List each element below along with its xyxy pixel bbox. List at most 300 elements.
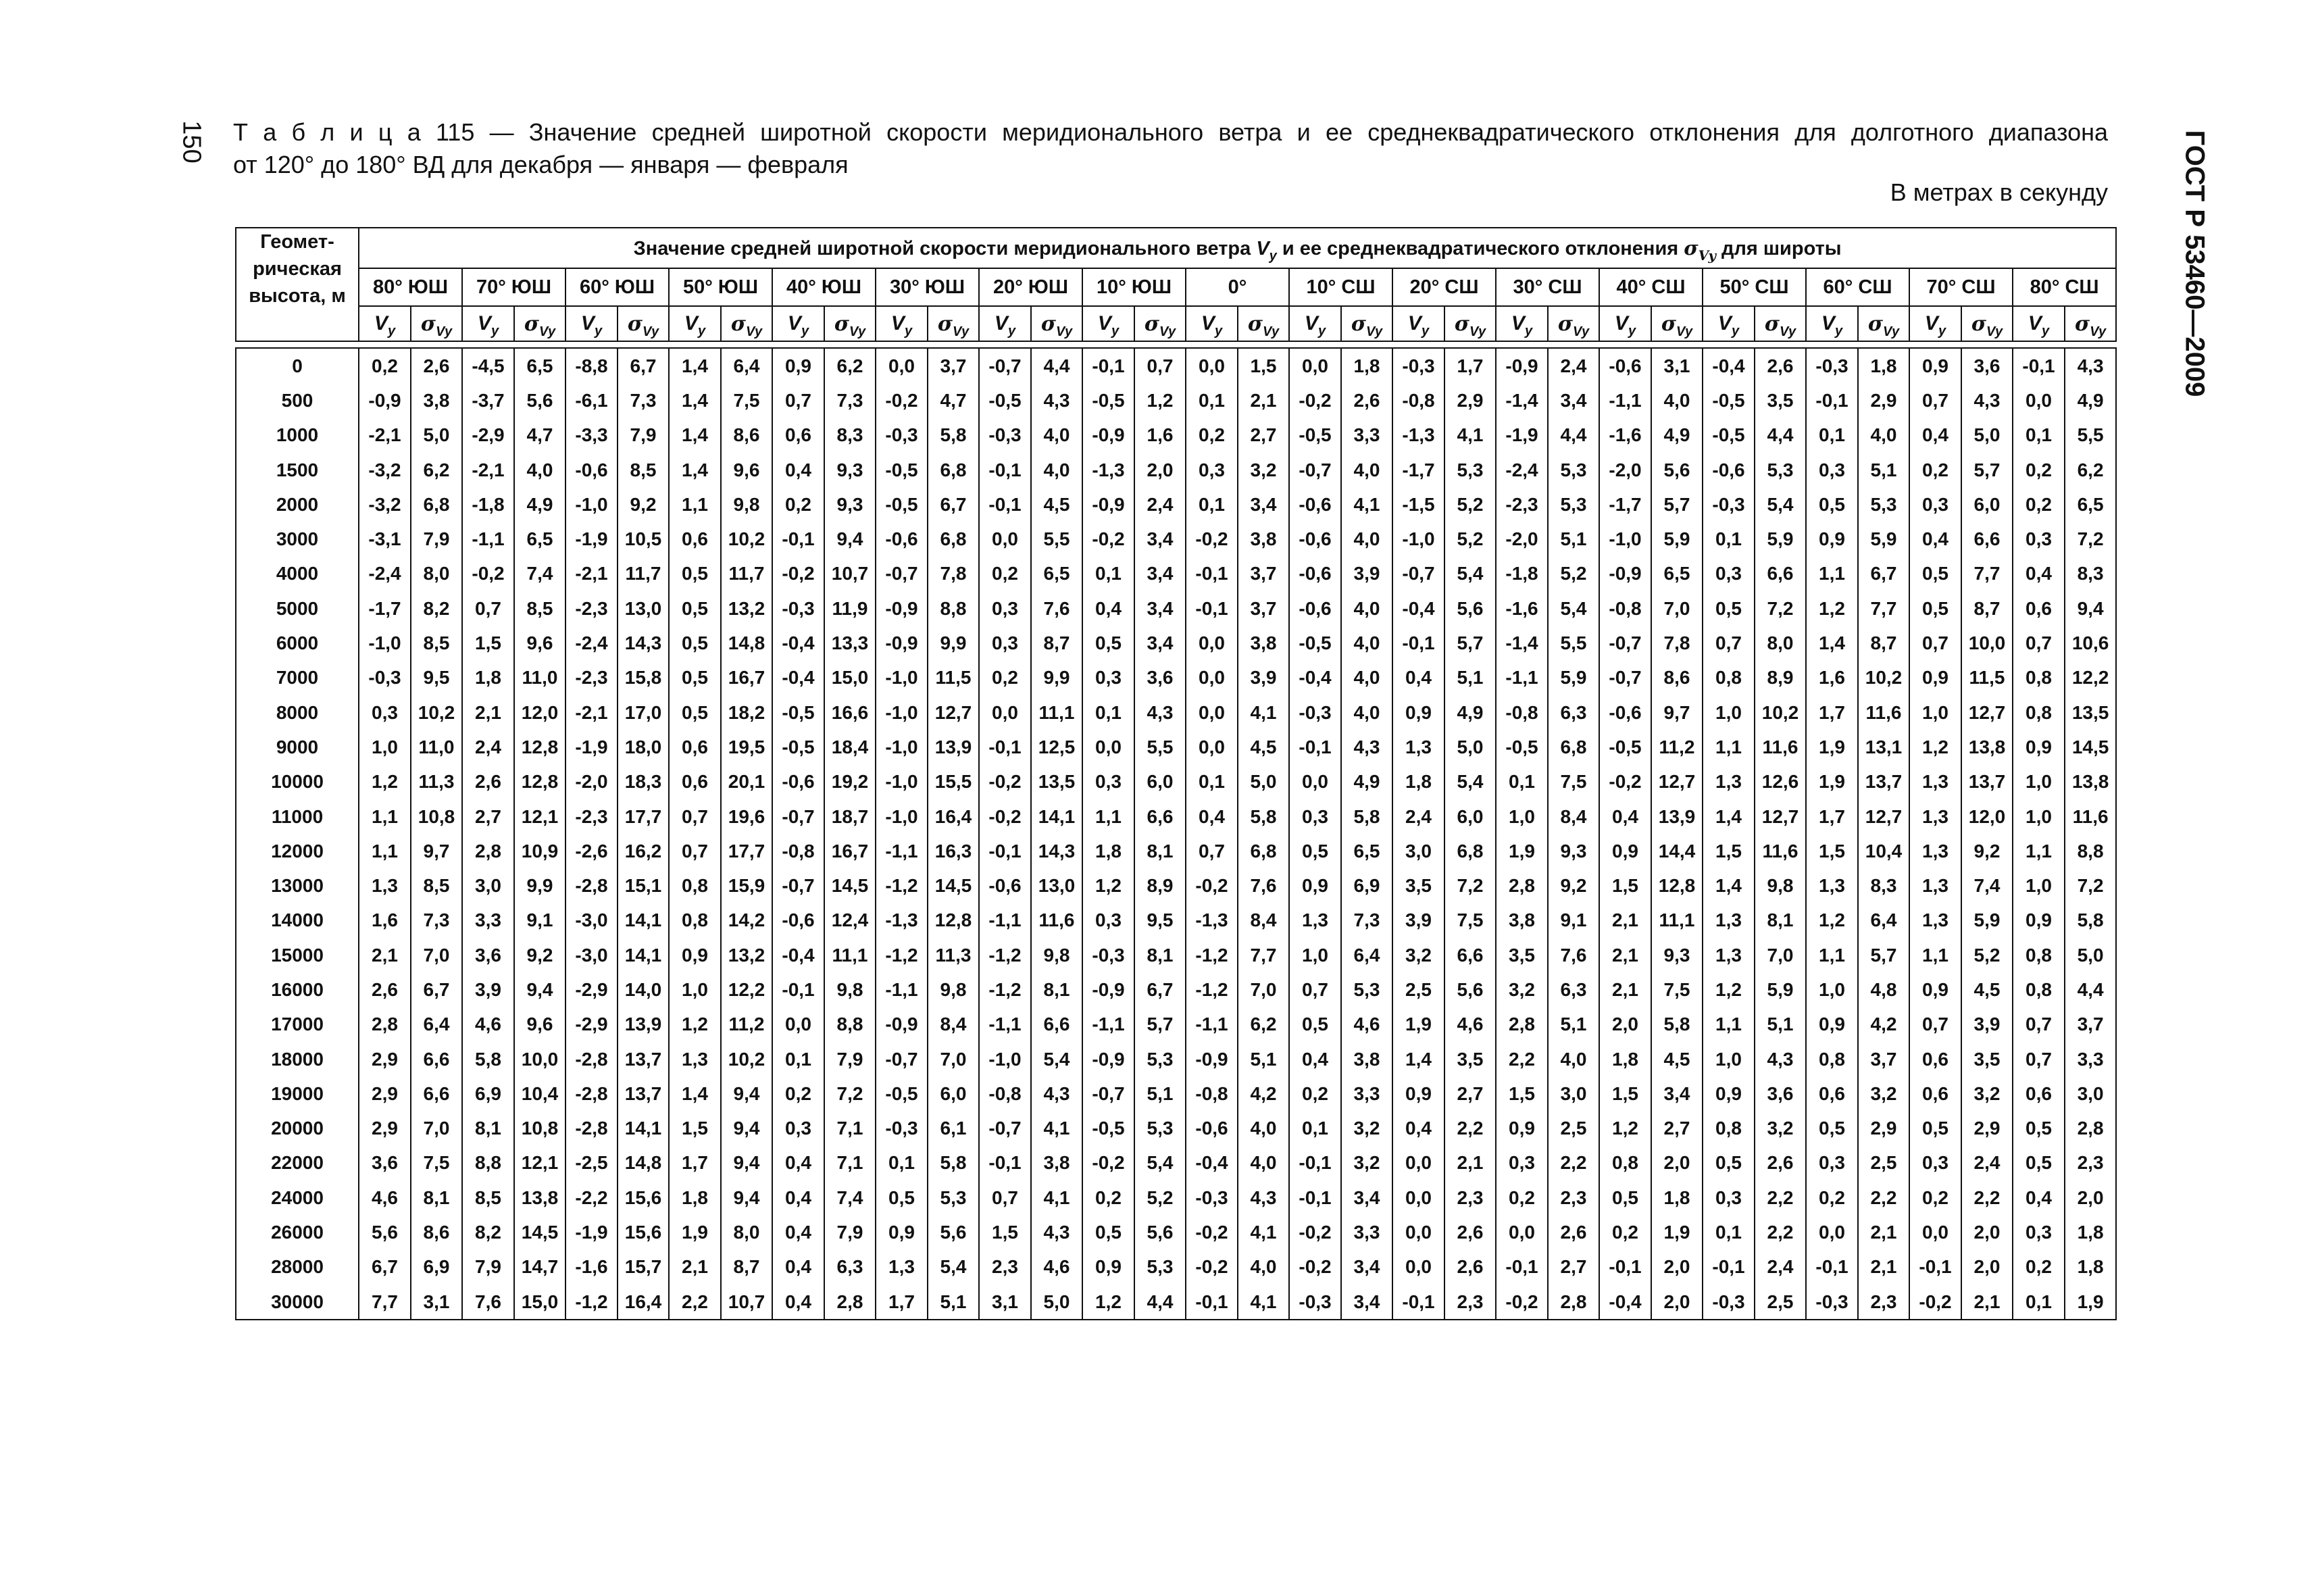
v-value-cell: -1,2: [565, 1285, 618, 1320]
v-value-cell: 1,5: [1599, 1076, 1651, 1111]
v-value-cell: -0,5: [1289, 626, 1341, 660]
v-value-cell: 0,9: [1599, 834, 1651, 868]
sigma-value-cell: 5,0: [1238, 765, 1289, 799]
v-value-cell: -0,6: [772, 903, 824, 938]
v-value-cell: -2,1: [462, 453, 514, 487]
altitude-cell: 16000: [236, 972, 359, 1007]
sigma-value-cell: 2,9: [1444, 383, 1496, 418]
sigma-value-cell: 5,9: [1548, 661, 1599, 695]
sigma-value-cell: 5,5: [1548, 626, 1599, 660]
sigma-value-cell: 14,5: [2065, 730, 2116, 764]
sigma-symbol: $\sigma_{Vy}$: [1684, 236, 1716, 264]
latitude-header: 20° СШ: [1392, 268, 1496, 306]
sigma-value-cell: 11,3: [928, 938, 979, 972]
sigma-value-cell: 17,0: [618, 695, 669, 730]
sigma-column-header: $\sigma_{Vy}$: [1341, 306, 1392, 341]
sigma-value-cell: 18,7: [824, 799, 876, 834]
sigma-value-cell: 3,5: [1755, 383, 1806, 418]
sigma-column-header: $\sigma_{Vy}$: [1238, 306, 1289, 341]
v-value-cell: 0,4: [2013, 557, 2065, 591]
sigma-value-cell: 9,5: [411, 661, 462, 695]
sigma-value-cell: 3,4: [1134, 591, 1186, 626]
page-number: 150: [177, 120, 206, 164]
sigma-value-cell: 13,8: [2065, 765, 2116, 799]
sigma-value-cell: 14,5: [928, 868, 979, 903]
v-value-cell: -1,1: [1496, 661, 1548, 695]
v-value-cell: 2,2: [669, 1285, 721, 1320]
sigma-value-cell: 2,2: [1444, 1112, 1496, 1146]
v-value-cell: 0,3: [1806, 453, 1858, 487]
sigma-value-cell: 8,0: [1755, 626, 1806, 660]
v-value-cell: -1,7: [1599, 487, 1651, 522]
v-value-cell: 0,1: [1082, 695, 1134, 730]
sigma-value-cell: 9,1: [514, 903, 565, 938]
v-value-cell: -0,8: [1496, 695, 1548, 730]
sigma-value-cell: 2,5: [1548, 1112, 1599, 1146]
v-value-cell: -2,6: [565, 834, 618, 868]
sigma-value-cell: 14,5: [824, 868, 876, 903]
sigma-value-cell: 5,1: [1134, 1076, 1186, 1111]
v-value-cell: -1,1: [1082, 1007, 1134, 1042]
v-value-cell: -0,2: [772, 557, 824, 591]
sigma-value-cell: 8,1: [1134, 938, 1186, 972]
v-value-cell: -0,4: [772, 661, 824, 695]
sigma-value-cell: 4,3: [1755, 1042, 1806, 1076]
sigma-column-header: $\sigma_{Vy}$: [1858, 306, 1909, 341]
v-value-cell: 0,2: [2013, 453, 2065, 487]
altitude-cell: 30000: [236, 1285, 359, 1320]
v-value-cell: -0,4: [1289, 661, 1341, 695]
sigma-value-cell: 2,0: [2065, 1180, 2116, 1215]
sigma-value-cell: 7,9: [824, 1215, 876, 1249]
v-value-cell: 0,5: [1082, 1215, 1134, 1249]
caption-line-1: Т а б л и ц а 115 — Значение средней широтной скорости меридионального ветра и ее среднеквадратического отклонения для долготного диапазона: [233, 118, 2108, 146]
sigma-value-cell: 12,1: [514, 1146, 565, 1180]
sigma-value-cell: 5,8: [1238, 799, 1289, 834]
v-value-cell: -0,8: [772, 834, 824, 868]
v-value-cell: 0,9: [1392, 695, 1444, 730]
v-value-cell: 0,9: [2013, 903, 2065, 938]
group-header-before: Значение средней широтной скорости меридионального ветра: [633, 237, 1257, 259]
sigma-value-cell: 8,3: [2065, 557, 2116, 591]
sigma-value-cell: 5,4: [1548, 591, 1599, 626]
altitude-cell: 9000: [236, 730, 359, 764]
v-value-cell: 0,7: [1186, 834, 1238, 868]
sigma-value-cell: 8,9: [1755, 661, 1806, 695]
table-row: [236, 383, 2116, 418]
v-value-cell: 1,8: [1392, 765, 1444, 799]
v-value-cell: -1,2: [1186, 972, 1238, 1007]
running-header: ГОСТ Р 53460—2009: [2180, 130, 2210, 397]
sigma-value-cell: 2,1: [1858, 1250, 1909, 1285]
sigma-value-cell: 5,6: [1444, 972, 1496, 1007]
sigma-value-cell: 3,2: [1341, 1146, 1392, 1180]
table-row: [236, 1042, 2116, 1076]
v-value-cell: -2,0: [1599, 453, 1651, 487]
sigma-value-cell: 6,7: [1858, 557, 1909, 591]
altitude-cell: 20000: [236, 1112, 359, 1146]
sigma-value-cell: 6,3: [824, 1250, 876, 1285]
v-value-cell: 0,5: [669, 626, 721, 660]
sigma-value-cell: 8,4: [1238, 903, 1289, 938]
v-value-cell: 0,5: [669, 591, 721, 626]
sigma-value-cell: 4,3: [1238, 1180, 1289, 1215]
sigma-value-cell: 2,3: [1444, 1285, 1496, 1320]
sigma-value-cell: 4,1: [1238, 695, 1289, 730]
sigma-value-cell: 2,6: [1341, 383, 1392, 418]
v-value-cell: 1,0: [2013, 765, 2065, 799]
v-value-cell: -0,2: [1186, 1250, 1238, 1285]
sigma-value-cell: 5,9: [1755, 522, 1806, 556]
sigma-value-cell: 5,9: [1755, 972, 1806, 1007]
v-column-header: $V_y$: [2013, 306, 2065, 341]
sigma-value-cell: 6,7: [1134, 972, 1186, 1007]
sigma-value-cell: 1,8: [2065, 1215, 2116, 1249]
sigma-value-cell: 5,3: [1134, 1250, 1186, 1285]
v-value-cell: 0,1: [1186, 765, 1238, 799]
v-column-header: $V_y$: [462, 306, 514, 341]
v-value-cell: 0,9: [1703, 1076, 1755, 1111]
v-value-cell: -0,2: [462, 557, 514, 591]
v-value-cell: -4,5: [462, 348, 514, 383]
v-value-cell: -1,0: [876, 695, 928, 730]
v-value-cell: -0,7: [772, 799, 824, 834]
table-caption: [233, 116, 2108, 181]
sigma-value-cell: 3,5: [1444, 1042, 1496, 1076]
sigma-value-cell: 5,7: [1134, 1007, 1186, 1042]
v-value-cell: 0,3: [1909, 487, 1961, 522]
altitude-cell: 24000: [236, 1180, 359, 1215]
sigma-value-cell: 8,6: [411, 1215, 462, 1249]
v-value-cell: -2,9: [565, 1007, 618, 1042]
v-value-cell: -1,0: [876, 799, 928, 834]
sigma-value-cell: 8,0: [411, 557, 462, 591]
latitude-header: 10° СШ: [1289, 268, 1392, 306]
v-value-cell: 0,2: [1289, 1076, 1341, 1111]
latitude-header: 40° СШ: [1599, 268, 1703, 306]
v-value-cell: 1,2: [1082, 868, 1134, 903]
sigma-value-cell: 4,9: [514, 487, 565, 522]
table-row: [236, 453, 2116, 487]
sigma-value-cell: 3,3: [1341, 1076, 1392, 1111]
v-value-cell: 1,4: [669, 453, 721, 487]
sigma-value-cell: 6,8: [1444, 834, 1496, 868]
v-value-cell: 0,3: [2013, 1215, 2065, 1249]
sigma-value-cell: 18,4: [824, 730, 876, 764]
v-value-cell: 0,0: [1186, 626, 1238, 660]
sigma-value-cell: 4,0: [1341, 591, 1392, 626]
v-value-cell: 3,5: [1496, 938, 1548, 972]
sigma-value-cell: 16,4: [928, 799, 979, 834]
v-value-cell: 1,8: [669, 1180, 721, 1215]
sigma-value-cell: 2,9: [1858, 1112, 1909, 1146]
v-value-cell: 1,1: [1806, 938, 1858, 972]
sigma-value-cell: 5,1: [928, 1285, 979, 1320]
table-row: [236, 348, 2116, 383]
sigma-value-cell: 9,9: [514, 868, 565, 903]
sigma-value-cell: 13,0: [1031, 868, 1082, 903]
v-value-cell: -0,2: [1186, 1215, 1238, 1249]
sigma-value-cell: 4,4: [1134, 1285, 1186, 1320]
v-value-cell: 3,9: [462, 972, 514, 1007]
v-value-cell: -1,0: [876, 730, 928, 764]
sigma-value-cell: 5,1: [1238, 1042, 1289, 1076]
v-value-cell: -0,1: [772, 972, 824, 1007]
sigma-value-cell: 2,4: [1134, 487, 1186, 522]
v-column-header: $V_y$: [1186, 306, 1238, 341]
sigma-value-cell: 2,6: [1755, 1146, 1806, 1180]
sigma-value-cell: 5,4: [1444, 765, 1496, 799]
v-value-cell: 3,1: [979, 1285, 1031, 1320]
sigma-value-cell: 11,5: [1961, 661, 2013, 695]
sigma-value-cell: 16,4: [618, 1285, 669, 1320]
sigma-value-cell: 3,4: [1238, 487, 1289, 522]
v-value-cell: 0,2: [772, 487, 824, 522]
v-value-cell: -1,0: [359, 626, 411, 660]
v-value-cell: 0,6: [669, 522, 721, 556]
v-value-cell: 1,1: [1703, 730, 1755, 764]
sigma-value-cell: 5,2: [1961, 938, 2013, 972]
v-value-cell: 2,9: [359, 1112, 411, 1146]
v-value-cell: 0,2: [2013, 1250, 2065, 1285]
sigma-value-cell: 7,3: [411, 903, 462, 938]
sigma-value-cell: 7,7: [1858, 591, 1909, 626]
v-value-cell: -1,1: [1599, 383, 1651, 418]
v-value-cell: 1,0: [669, 972, 721, 1007]
v-value-cell: 0,3: [1703, 1180, 1755, 1215]
v-value-cell: -0,3: [1082, 938, 1134, 972]
v-value-cell: 3,6: [462, 938, 514, 972]
v-value-cell: 1,0: [1496, 799, 1548, 834]
sigma-value-cell: 9,4: [721, 1180, 772, 1215]
sigma-value-cell: 9,7: [1651, 695, 1703, 730]
sigma-value-cell: 4,9: [1444, 695, 1496, 730]
sigma-value-cell: 7,6: [1031, 591, 1082, 626]
v-value-cell: -2,0: [565, 765, 618, 799]
v-value-cell: 2,1: [462, 695, 514, 730]
sigma-value-cell: 12,7: [1651, 765, 1703, 799]
sigma-value-cell: 3,7: [928, 348, 979, 383]
v-value-cell: -2,4: [359, 557, 411, 591]
sigma-column-header: $\sigma_{Vy}$: [824, 306, 876, 341]
v-value-cell: -0,1: [979, 1146, 1031, 1180]
sigma-value-cell: 3,4: [1651, 1076, 1703, 1111]
v-value-cell: -0,6: [979, 868, 1031, 903]
sigma-value-cell: 5,6: [928, 1215, 979, 1249]
sigma-value-cell: 15,0: [514, 1285, 565, 1320]
sigma-value-cell: 5,5: [2065, 418, 2116, 453]
sigma-value-cell: 5,2: [1548, 557, 1599, 591]
v-value-cell: -1,3: [876, 903, 928, 938]
sigma-value-cell: 6,2: [411, 453, 462, 487]
sigma-value-cell: 19,5: [721, 730, 772, 764]
latitude-header: 80° ЮШ: [359, 268, 462, 306]
sigma-value-cell: 18,2: [721, 695, 772, 730]
sigma-value-cell: 2,3: [1548, 1180, 1599, 1215]
v-value-cell: -1,2: [979, 972, 1031, 1007]
v-value-cell: -1,8: [1496, 557, 1548, 591]
v-value-cell: 0,8: [1703, 1112, 1755, 1146]
v-value-cell: -1,1: [979, 1007, 1031, 1042]
v-value-cell: -0,2: [1289, 383, 1341, 418]
v-value-cell: 0,0: [1909, 1215, 1961, 1249]
sigma-value-cell: 8,5: [514, 591, 565, 626]
sigma-value-cell: 5,4: [1031, 1042, 1082, 1076]
sigma-value-cell: 5,1: [1444, 661, 1496, 695]
sigma-value-cell: 5,9: [1858, 522, 1909, 556]
v-value-cell: 0,5: [1289, 1007, 1341, 1042]
sigma-value-cell: 2,3: [1444, 1180, 1496, 1215]
sigma-value-cell: 13,9: [928, 730, 979, 764]
v-value-cell: 1,9: [1496, 834, 1548, 868]
sigma-value-cell: 12,0: [514, 695, 565, 730]
v-value-cell: 0,2: [979, 661, 1031, 695]
sigma-value-cell: 9,2: [1961, 834, 2013, 868]
v-value-cell: -1,1: [979, 903, 1031, 938]
v-value-cell: -1,3: [1392, 418, 1444, 453]
sigma-value-cell: 6,6: [411, 1076, 462, 1111]
v-value-cell: 2,8: [1496, 1007, 1548, 1042]
sigma-value-cell: 6,7: [618, 348, 669, 383]
v-value-cell: 1,4: [669, 1076, 721, 1111]
sigma-value-cell: 10,2: [1755, 695, 1806, 730]
v-value-cell: -0,7: [1289, 453, 1341, 487]
v-value-cell: 0,1: [1703, 1215, 1755, 1249]
sigma-value-cell: 1,8: [1651, 1180, 1703, 1215]
v-value-cell: 0,0: [2013, 383, 2065, 418]
sigma-value-cell: 1,9: [1651, 1215, 1703, 1249]
sigma-value-cell: 5,1: [1548, 1007, 1599, 1042]
altitude-cell: 10000: [236, 765, 359, 799]
sigma-value-cell: 7,5: [721, 383, 772, 418]
sigma-value-cell: 5,3: [1755, 453, 1806, 487]
sigma-value-cell: 3,2: [1858, 1076, 1909, 1111]
sigma-value-cell: 1,9: [2065, 1285, 2116, 1320]
v-value-cell: -1,7: [359, 591, 411, 626]
v-value-cell: 0,5: [1703, 591, 1755, 626]
v-value-cell: 0,8: [2013, 972, 2065, 1007]
v-value-cell: 0,2: [1909, 453, 1961, 487]
sigma-value-cell: 6,2: [824, 348, 876, 383]
v-value-cell: -0,5: [1289, 418, 1341, 453]
v-value-cell: 0,7: [1289, 972, 1341, 1007]
sigma-value-cell: 3,2: [1341, 1112, 1392, 1146]
v-value-cell: 0,7: [669, 834, 721, 868]
sigma-value-cell: 7,3: [1341, 903, 1392, 938]
sigma-value-cell: 7,9: [824, 1042, 876, 1076]
altitude-header-text: Геомет- рическая высота, м: [249, 231, 346, 307]
v-value-cell: -1,1: [876, 834, 928, 868]
v-value-cell: 0,3: [1806, 1146, 1858, 1180]
sigma-value-cell: 5,6: [514, 383, 565, 418]
sigma-value-cell: 8,5: [411, 626, 462, 660]
table-row: [236, 972, 2116, 1007]
sigma-value-cell: 9,4: [721, 1112, 772, 1146]
group-header-after: для широты: [1716, 237, 1842, 259]
sigma-value-cell: 9,5: [1134, 903, 1186, 938]
sigma-value-cell: 7,5: [411, 1146, 462, 1180]
sigma-value-cell: 7,1: [824, 1146, 876, 1180]
sigma-value-cell: 6,5: [514, 348, 565, 383]
v-value-cell: 0,2: [2013, 487, 2065, 522]
v-value-cell: -0,1: [1392, 1285, 1444, 1320]
sigma-value-cell: 1,7: [1444, 348, 1496, 383]
sigma-value-cell: 4,0: [1858, 418, 1909, 453]
v-value-cell: 0,9: [2013, 730, 2065, 764]
sigma-value-cell: 5,3: [1341, 972, 1392, 1007]
v-value-cell: -0,5: [1082, 383, 1134, 418]
v-value-cell: 6,7: [359, 1250, 411, 1285]
sigma-column-header: $\sigma_{Vy}$: [514, 306, 565, 341]
v-value-cell: 0,3: [979, 626, 1031, 660]
v-value-cell: 2,5: [1392, 972, 1444, 1007]
sigma-value-cell: 4,0: [1031, 418, 1082, 453]
v-value-cell: -0,1: [979, 453, 1031, 487]
v-value-cell: 1,8: [1599, 1042, 1651, 1076]
v-value-cell: 0,8: [669, 868, 721, 903]
sigma-value-cell: 12,8: [1651, 868, 1703, 903]
v-value-cell: 0,4: [2013, 1180, 2065, 1215]
sigma-value-cell: 5,2: [1444, 487, 1496, 522]
v-value-cell: 0,9: [1289, 868, 1341, 903]
sigma-value-cell: 10,6: [2065, 626, 2116, 660]
v-value-cell: -0,1: [1186, 591, 1238, 626]
sigma-value-cell: 11,7: [618, 557, 669, 591]
sigma-value-cell: 5,4: [1444, 557, 1496, 591]
altitude-cell: 6000: [236, 626, 359, 660]
sigma-value-cell: 12,5: [1031, 730, 1082, 764]
v-value-cell: 1,2: [1806, 591, 1858, 626]
sigma-value-cell: 3,4: [1134, 522, 1186, 556]
v-value-cell: -0,1: [1082, 348, 1134, 383]
v-value-cell: -0,1: [1289, 1180, 1341, 1215]
sigma-value-cell: 4,3: [2065, 348, 2116, 383]
v-value-cell: 2,0: [1599, 1007, 1651, 1042]
v-value-cell: 0,1: [1186, 383, 1238, 418]
v-value-cell: -0,9: [1082, 487, 1134, 522]
sigma-value-cell: 4,0: [1341, 626, 1392, 660]
v-value-cell: -0,1: [2013, 348, 2065, 383]
v-value-cell: -0,2: [1289, 1215, 1341, 1249]
v-value-cell: 1,0: [1703, 1042, 1755, 1076]
sigma-value-cell: 3,8: [1238, 626, 1289, 660]
sigma-value-cell: 3,2: [1755, 1112, 1806, 1146]
sigma-value-cell: 9,8: [721, 487, 772, 522]
sigma-value-cell: 4,3: [1031, 1215, 1082, 1249]
v-value-cell: 1,9: [1392, 1007, 1444, 1042]
v-value-cell: 1,6: [1806, 661, 1858, 695]
v-value-cell: 1,6: [359, 903, 411, 938]
v-value-cell: 1,5: [669, 1112, 721, 1146]
sigma-column-header: $\sigma_{Vy}$: [411, 306, 462, 341]
v-value-cell: 1,2: [1082, 1285, 1134, 1320]
sigma-value-cell: 8,2: [411, 591, 462, 626]
v-value-cell: -2,8: [565, 1076, 618, 1111]
v-value-cell: -0,3: [1703, 1285, 1755, 1320]
sigma-value-cell: 5,8: [928, 1146, 979, 1180]
sigma-column-header: $\sigma_{Vy}$: [928, 306, 979, 341]
v-value-cell: -6,1: [565, 383, 618, 418]
sigma-value-cell: 6,8: [928, 522, 979, 556]
v-value-cell: -1,1: [1186, 1007, 1238, 1042]
sigma-value-cell: 4,0: [1031, 453, 1082, 487]
v-value-cell: 2,1: [1599, 938, 1651, 972]
table-row: [236, 1250, 2116, 1285]
sigma-value-cell: 5,3: [1134, 1042, 1186, 1076]
sigma-value-cell: 4,1: [1031, 1112, 1082, 1146]
v-value-cell: -1,3: [1186, 903, 1238, 938]
v-value-cell: 1,9: [669, 1215, 721, 1249]
